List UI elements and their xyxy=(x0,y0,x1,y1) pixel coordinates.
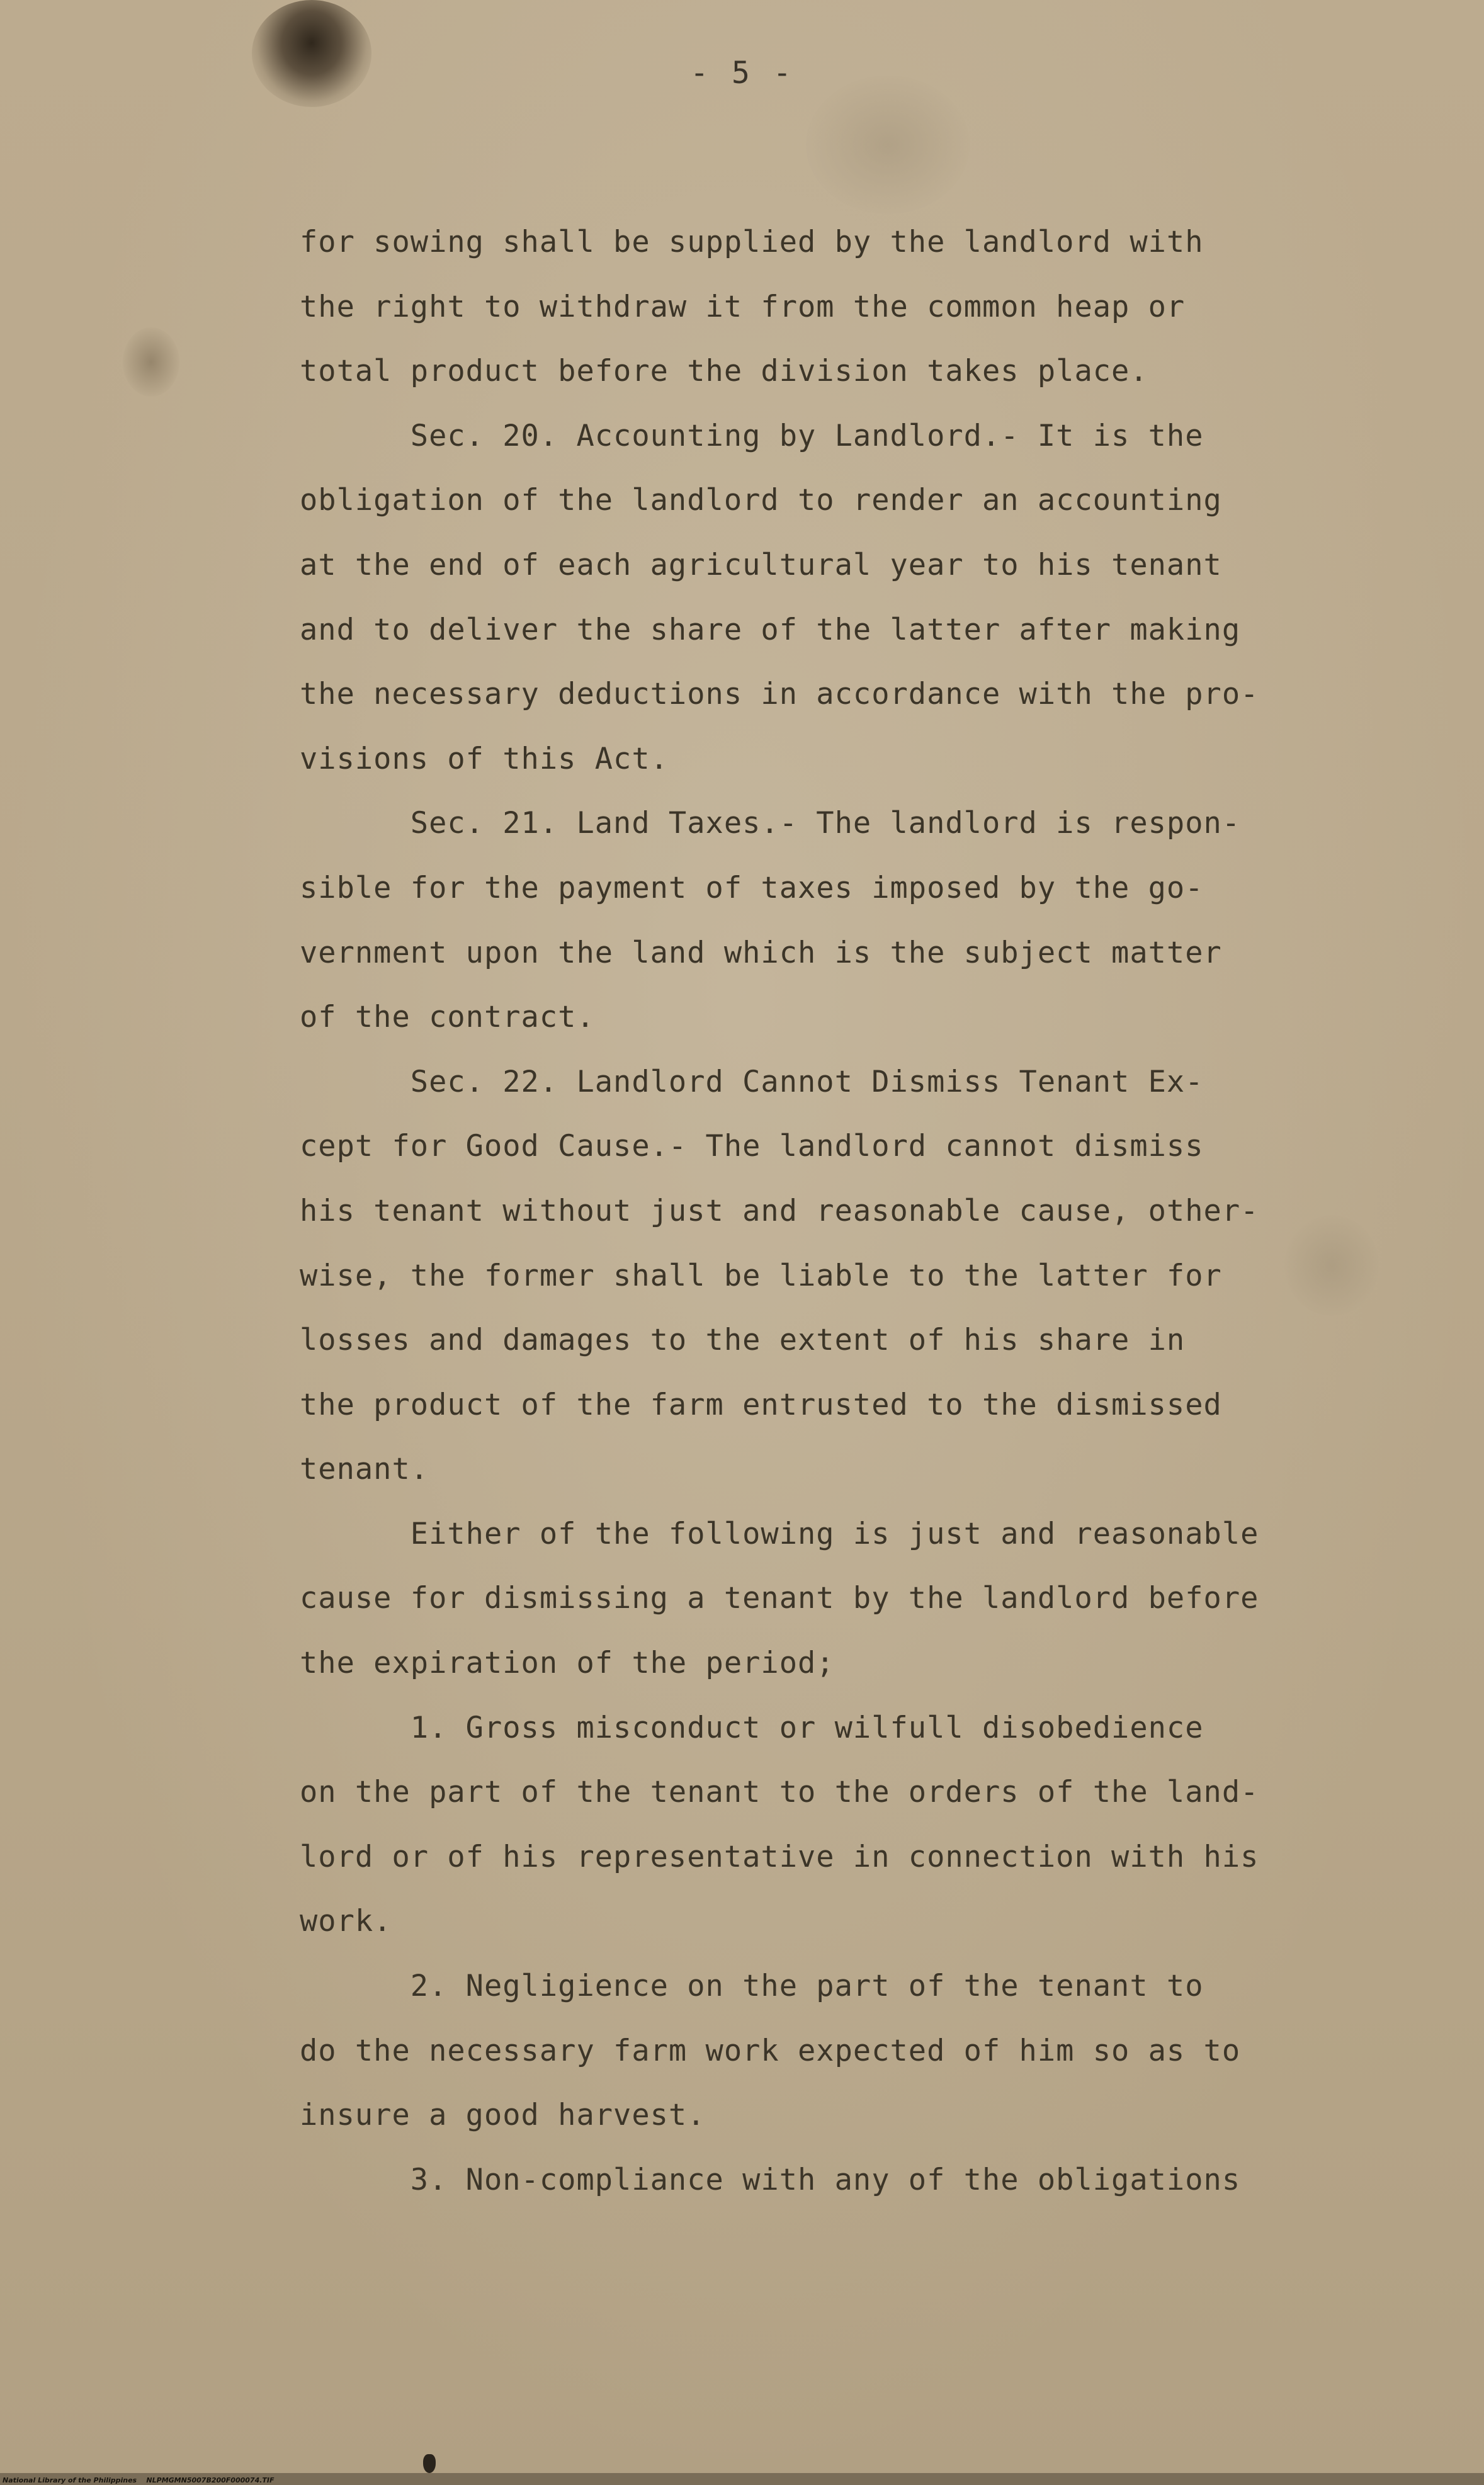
text-line: do the necessary farm work expected of him so as to xyxy=(300,2033,1241,2068)
text-line: the expiration of the period; xyxy=(300,1646,835,1681)
text-line: cause for dismissing a tenant by the landlord before xyxy=(300,1581,1259,1616)
text-line: on the part of the tenant to the orders of the land- xyxy=(300,1775,1259,1810)
stain-mark xyxy=(123,327,179,397)
text-line: 1. Gross misconduct or wilfull disobedience xyxy=(300,1710,1204,1745)
text-line: of the contract. xyxy=(300,1000,595,1035)
text-line: losses and damages to the extent of his share in xyxy=(300,1323,1186,1358)
text-line: Either of the following is just and reasonable xyxy=(300,1516,1259,1551)
body-text xyxy=(300,210,1282,2212)
text-line: and to deliver the share of the latter after making xyxy=(300,612,1241,647)
text-line: total product before the division takes place. xyxy=(300,354,1148,389)
text-line: work. xyxy=(300,1904,392,1939)
page-number: - 5 - xyxy=(690,55,794,91)
text-line: the necessary deductions in accordance with the pro- xyxy=(300,677,1259,712)
text-line: insure a good harvest. xyxy=(300,2098,706,2133)
stain-mark xyxy=(806,76,970,214)
text-line: Sec. 22. Landlord Cannot Dismiss Tenant Ex- xyxy=(300,1064,1204,1099)
text-line: the product of the farm entrusted to the dismissed xyxy=(300,1387,1222,1422)
text-line: 3. Non-compliance with any of the obligations xyxy=(300,2162,1241,2197)
text-line: cept for Good Cause.- The landlord cannot dismiss xyxy=(300,1129,1204,1164)
stain-mark xyxy=(1284,1215,1379,1316)
text-line: Sec. 21. Land Taxes.- The landlord is respon- xyxy=(300,806,1241,841)
text-line: his tenant without just and reasonable cause, other- xyxy=(300,1193,1259,1228)
text-line: 2. Negligience on the part of the tenant to xyxy=(300,1969,1204,2004)
text-line: wise, the former shall be liable to the latter for xyxy=(300,1258,1222,1293)
text-line: sible for the payment of taxes imposed by the go- xyxy=(300,870,1204,905)
text-line: at the end of each agricultural year to his tenant xyxy=(300,547,1222,582)
text-line: Sec. 20. Accounting by Landlord.- It is the xyxy=(300,418,1204,453)
text-line: obligation of the landlord to render an accounting xyxy=(300,483,1222,518)
text-line: visions of this Act. xyxy=(300,741,669,776)
text-line: vernment upon the land which is the subject matter xyxy=(300,935,1222,970)
scan-footer-label: National Library of the Philippines NLPMGMN5007B200F000074.TIF xyxy=(3,2476,275,2484)
text-line: tenant. xyxy=(300,1452,429,1487)
text-line: for sowing shall be supplied by the landlord with xyxy=(300,225,1204,259)
text-line: lord or of his representative in connection with his xyxy=(300,1839,1259,1874)
ink-smudge xyxy=(252,0,371,107)
ink-mark xyxy=(423,2454,436,2473)
text-line: the right to withdraw it from the common heap or xyxy=(300,289,1186,324)
